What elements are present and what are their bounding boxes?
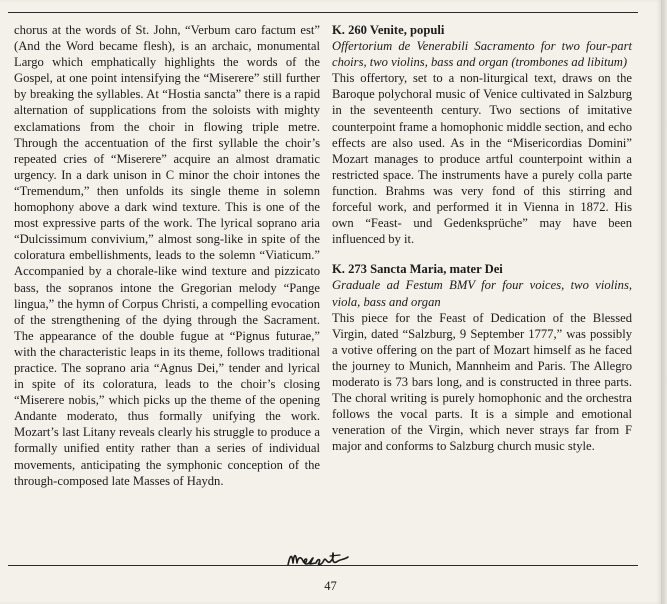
entry-k273 (332, 261, 632, 454)
top-rule (8, 12, 638, 13)
entry-k260 (332, 22, 632, 247)
entry-heading: K. 273 Sancta Maria, mater Dei (332, 262, 503, 277)
page-edge (661, 0, 667, 604)
bottom-rule (8, 565, 638, 566)
left-column (14, 22, 320, 489)
page-number: 47 (324, 579, 337, 593)
entry-subtitle: Graduale ad Festum BMV for four voices, two violins, viola, bass and organ (332, 278, 632, 309)
entry-body: This offertory, set to a non-liturgical text, draws on the Baroque polychoral music of Venice cultivated in Salzburg in the seventeenth century. Two sections of imitative counterpoint frame a homophonic middle section, and echo effects are also used. As in the “Misericordias Domini” Mozart manages to produce artful counterpoint within a restricted space. The instruments have a purely colla parte function. Brahms was very fond of this stirring and forceful work, and performed it in Vienna in 1872. His own “Feast- und Gedenksprüche” may have been influenced by it. (332, 71, 632, 247)
left-column-text: chorus at the words of St. John, “Verbum caro factum est” (And the Word became flesh), is an archaic, monumental Largo which emphatically highlights the words of the Gospel, at one point intensifying the “Miserere” still further by breaking the syllables. At “Hostia sancta” there is a rapid alternation of supplications from the soloists with mighty exclamations from the choir in flowing triple metre. Through the accentuation of the first syllable the choir’s repeated cries of “Miserere” acquire an almost dramatic urgency. In a dark unison in C minor the choir intones the “Tremendum,” then unfolds its single theme in solemn homophony above a dark wind texture. This is one of the most expressive parts of the work. The lyrical soprano aria “Dulcissimum convivium,” almost song-like in spite of the coloratura embellishments, leads to the solemn “Viaticum.” Accompanied by a chorale-like wind texture and pizzicato bass, the sopranos intone the Gregorian melody “Pange lingua,” the hymn of Corpus Christi, a compelling evocation of the strengthening of the dying through the Sacrament. The appearance of the double fugue at “Pignus futurae,” with the characteristic leaps in its theme, follows traditional practice. The soprano aria “Agnus Dei,” tender and lyrical in spite of its coloratura, leads to the choir’s closing “Miserere nobis,” which picks up the theme of the opening Andante moderato, thus formally unifying the work. Mozart’s last Litany reveals clearly his struggle to produce a formally unified entity rather than a series of individual movements, anticipating the symphonic conception of the through-composed late Masses of Haydn. (14, 23, 320, 488)
right-column (332, 22, 632, 454)
entry-heading: K. 260 Venite, populi (332, 23, 445, 37)
entry-subtitle: Offertorium de Venerabili Sacramento for two four-part choirs, two violins, bass and organ (trombones ad libitum) (332, 39, 632, 70)
entry-body: This piece for the Feast of Dedication of the Blessed Virgin, dated “Salzburg, 9 September 1777,” was possibly a votive offering on the part of Mozart himself as he faced the journey to Munich, Mannheim and Paris. The Allegro moderato is 73 bars long, and is constructed in three parts. The choral writing is purely homophonic and the orchestra follows the vocal parts. It is a simple and emotional veneration of the Virgin, which never strays far from F major and conforms to Salzburg church music style. (332, 310, 632, 454)
mozart-signature (286, 547, 356, 571)
